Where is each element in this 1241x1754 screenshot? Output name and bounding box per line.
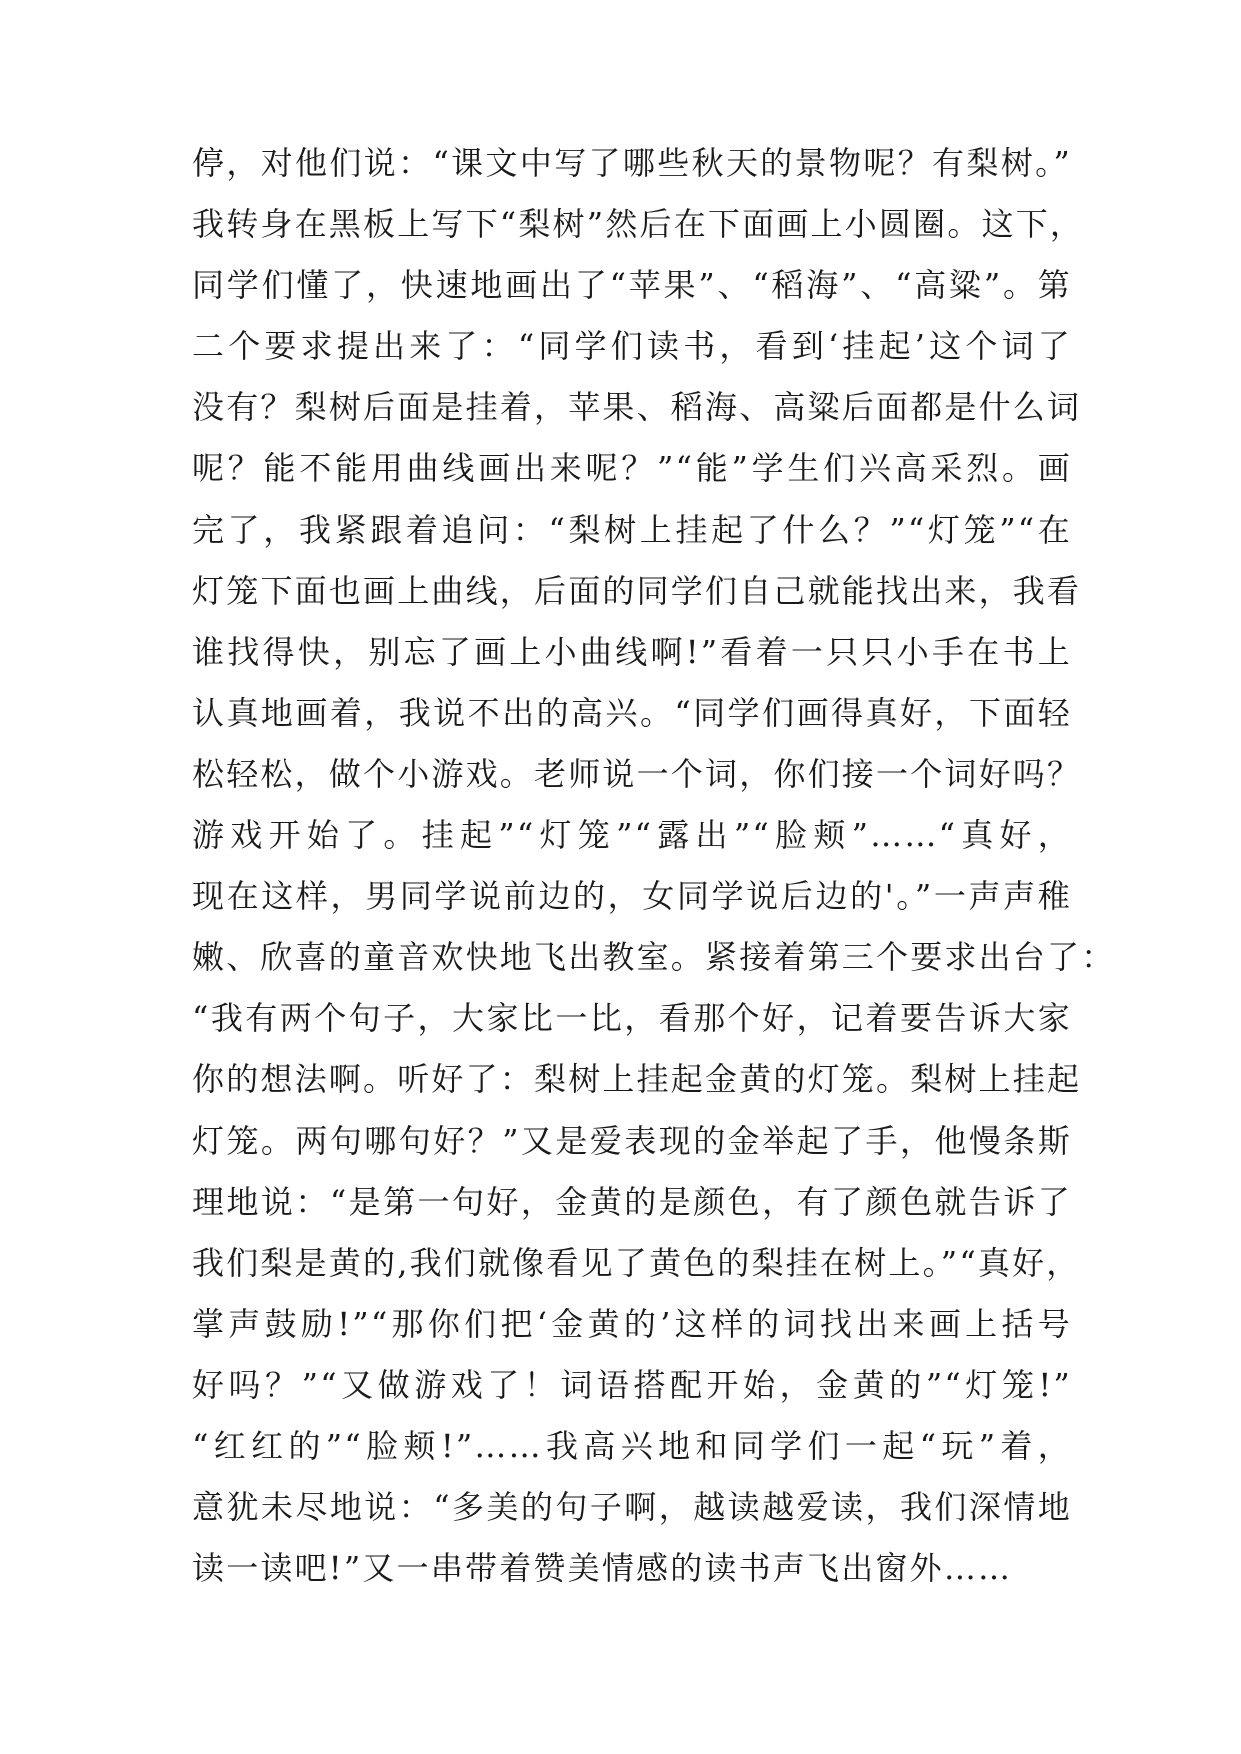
text-line: 没有？梨树后面是挂着，苹果、稻海、高粱后面都是什么词	[192, 388, 1082, 427]
text-line: 掌声鼓励!”“那你们把‘金黄的’这样的词找出来画上括号	[192, 1304, 1072, 1343]
text-line: 认真地画着，我说不出的高兴。“同学们画得真好，下面轻	[192, 693, 1072, 732]
text-line: “我有两个句子，大家比一比，看那个好，记着要告诉大家	[192, 999, 1072, 1038]
text-line: 同学们懂了，快速地画出了“苹果”、“稻海”、“高粱”。第	[192, 266, 1072, 305]
text-line: 你的想法啊。听好了：梨树上挂起金黄的灯笼。梨树上挂起	[192, 1060, 1082, 1099]
text-line: 谁找得快，别忘了画上小曲线啊!”看着一只只小手在书上	[192, 632, 1072, 671]
text-line: 灯笼下面也画上曲线，后面的同学们自己就能找出来，我看	[192, 571, 1082, 610]
text-line: 二个要求提出来了：“同学们读书，看到‘挂起’这个词了	[192, 327, 1072, 366]
text-line: 游戏开始了。挂起”“灯笼”“露出”“脸颊”……“真好，	[192, 816, 1072, 855]
text-line: 停，对他们说：“课文中写了哪些秋天的景物呢？有梨树。”	[192, 144, 1072, 182]
text-line: 我们梨是黄的,我们就像看见了黄色的梨挂在树上。”“真好，	[192, 1243, 1081, 1282]
body-text	[192, 133, 1116, 1599]
text-line: 现在这样，男同学说前边的，女同学说后边的'。”一声声稚	[192, 877, 1072, 916]
text-line: 呢？能不能用曲线画出来呢？”“能”学生们兴高采烈。画	[192, 449, 1072, 488]
text-line: 理地说：“是第一句好，金黄的是颜色，有了颜色就告诉了	[192, 1182, 1072, 1221]
text-line: 松轻松，做个小游戏。老师说一个词，你们接一个词好吗？	[192, 754, 1082, 793]
text-line: 嫩、欣喜的童音欢快地飞出教室。紧接着第三个要求出台了：	[192, 938, 1116, 977]
text-line: 好吗？”“又做游戏了！词语搭配开始，金黄的”“灯笼!”	[192, 1365, 1072, 1404]
text-line: 灯笼。两句哪句好？”又是爱表现的金举起了手，他慢条斯	[192, 1121, 1072, 1160]
text-line: 意犹未尽地说：“多美的句子啊，越读越爱读，我们深情地	[192, 1488, 1072, 1527]
text-line: “红红的”“脸颊!”……我高兴地和同学们一起“玩”着，	[192, 1426, 1072, 1465]
text-line: 读一读吧!”又一串带着赞美情感的读书声飞出窗外……	[192, 1549, 1013, 1588]
text-line: 我转身在黑板上写下“梨树”然后在下面画上小圆圈。这下，	[192, 205, 1085, 244]
text-line: 完了，我紧跟着追问：“梨树上挂起了什么？”“灯笼”“在	[192, 510, 1072, 549]
